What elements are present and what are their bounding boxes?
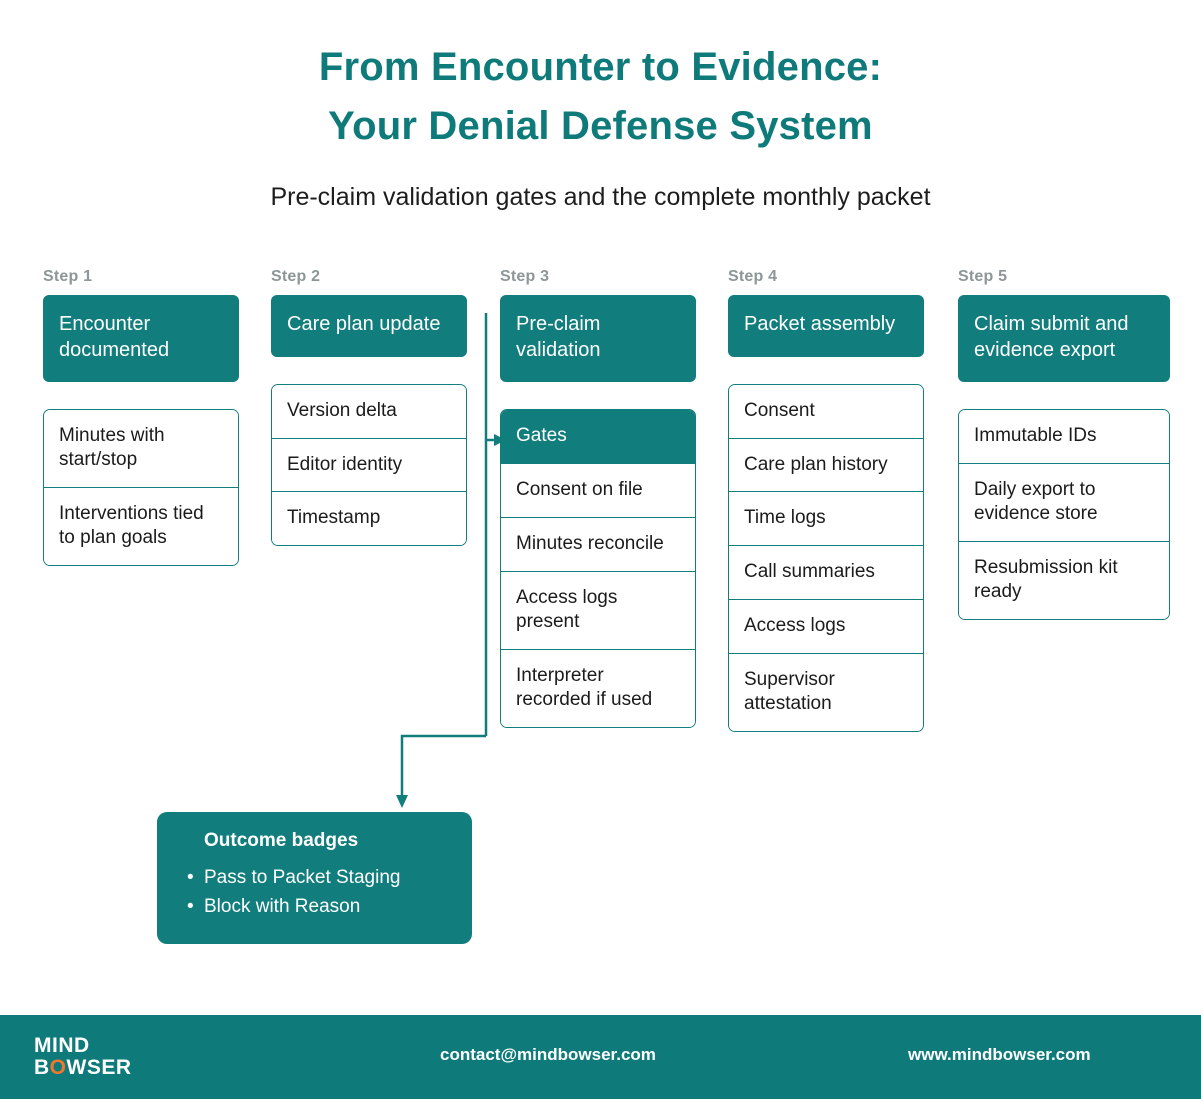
step-label-1: Step 1 — [43, 268, 93, 285]
step-label-3: Step 3 — [500, 268, 550, 285]
step-column-4 — [728, 268, 924, 732]
list-item[interactable]: Consent on file — [501, 464, 695, 518]
step-header-card-4[interactable]: Packet assembly — [728, 295, 924, 357]
step-list-3 — [500, 409, 696, 728]
list-item[interactable]: Time logs — [729, 492, 923, 546]
list-item[interactable]: Care plan history — [729, 439, 923, 493]
step-label-2: Step 2 — [271, 268, 321, 285]
list-item[interactable]: Resubmission kit ready — [959, 542, 1169, 619]
step-label-5: Step 5 — [958, 268, 1008, 285]
list-item-gates[interactable]: Gates — [501, 410, 695, 464]
list-item[interactable]: Call summaries — [729, 546, 923, 600]
steps-container — [43, 268, 1173, 828]
page-title — [0, 38, 1201, 156]
step-column-2 — [271, 268, 467, 546]
step-column-5 — [958, 268, 1170, 620]
footer-website[interactable]: www.mindbowser.com — [908, 1045, 1091, 1064]
list-item[interactable]: Timestamp — [272, 492, 466, 545]
step-list-4 — [728, 384, 924, 733]
outcome-badge-item: • Block with Reason — [179, 892, 450, 921]
page-title-line1: From Encounter to Evidence: — [318, 45, 883, 89]
footer-email[interactable]: contact@mindbowser.com — [440, 1045, 656, 1064]
step-list-5 — [958, 409, 1170, 620]
list-item[interactable]: Daily export to evidence store — [959, 464, 1169, 542]
brand-logo-rest: WSER — [66, 1055, 132, 1079]
list-item[interactable]: Supervisor attestation — [729, 654, 923, 731]
list-item[interactable]: Minutes with start/stop — [44, 410, 238, 488]
page-title-line2: Your Denial Defense System — [328, 104, 873, 149]
footer-bar — [0, 1015, 1201, 1099]
outcome-badges-card — [157, 812, 472, 944]
step-list-2 — [271, 384, 467, 547]
step-header-card-3[interactable]: Pre-claim validation — [500, 295, 696, 382]
step-header-card-5[interactable]: Claim submit and evidence export — [958, 295, 1170, 382]
list-item[interactable]: Immutable IDs — [959, 410, 1169, 464]
list-item[interactable]: Minutes reconcile — [501, 518, 695, 572]
step-list-1 — [43, 409, 239, 566]
list-item[interactable]: Access logs present — [501, 572, 695, 650]
step-header-card-2[interactable]: Care plan update — [271, 295, 467, 357]
list-item[interactable]: Version delta — [272, 385, 466, 439]
step-header-card-1[interactable]: Encounter documented — [43, 295, 239, 382]
outcome-badge-item: • Pass to Packet Staging — [179, 863, 450, 892]
list-item[interactable]: Access logs — [729, 600, 923, 654]
brand-logo-b: B — [34, 1055, 50, 1079]
list-item[interactable]: Editor identity — [272, 439, 466, 493]
page-subtitle: Pre-claim validation gates and the complete monthly packet — [270, 183, 931, 211]
outcome-badges-title: Outcome badges — [204, 830, 359, 851]
step-column-1 — [43, 268, 239, 566]
list-item[interactable]: Interventions tied to plan goals — [44, 488, 238, 565]
brand-logo-line2 — [34, 1057, 132, 1079]
list-item[interactable]: Consent — [729, 385, 923, 439]
step-column-3 — [500, 268, 696, 728]
brand-logo-o: O — [49, 1055, 67, 1079]
step-label-4: Step 4 — [728, 268, 778, 285]
brand-logo — [34, 1035, 132, 1079]
brand-logo-line1: MIND — [34, 1034, 90, 1057]
list-item[interactable]: Interpreter recorded if used — [501, 650, 695, 727]
